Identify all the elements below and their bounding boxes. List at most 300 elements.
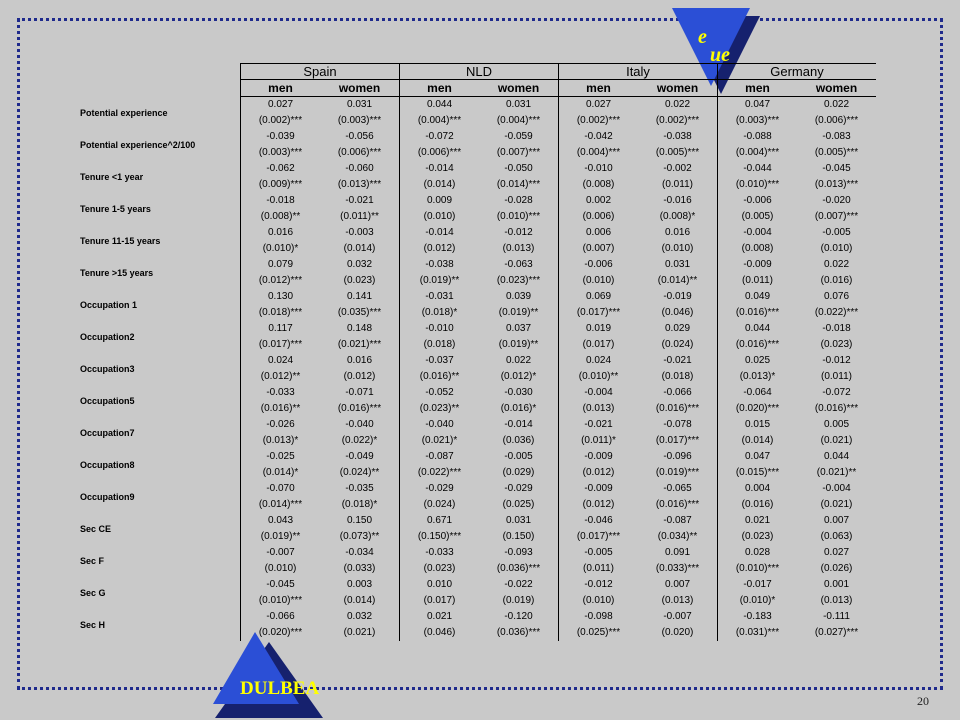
standard-error-cell: (0.036)*** — [496, 563, 541, 574]
coefficient-cell: -0.020 — [822, 195, 851, 206]
standard-error-cell: (0.004)*** — [400, 113, 480, 129]
standard-error-cell: (0.002)*** — [655, 115, 700, 126]
coefficient-cell: 0.005 — [823, 419, 850, 430]
standard-error-cell: (0.013)* — [718, 369, 798, 385]
variable-label: Sec H — [80, 620, 106, 630]
standard-error-cell: (0.023)** — [400, 401, 480, 417]
coefficient-cell: 0.016 — [241, 225, 321, 241]
standard-error-cell: (0.005)*** — [814, 147, 859, 158]
standard-error-cell: (0.013) — [502, 243, 535, 254]
standard-error-cell: (0.010)*** — [718, 177, 798, 193]
coefficient-cell: -0.064 — [718, 385, 798, 401]
coefficient-cell: -0.050 — [504, 163, 533, 174]
sex-header: men — [559, 80, 639, 97]
standard-error-cell: (0.023) — [820, 339, 853, 350]
coefficient-cell: -0.033 — [400, 545, 480, 561]
coefficient-cell: -0.017 — [718, 577, 798, 593]
coefficient-cell: -0.005 — [504, 451, 533, 462]
standard-error-cell: (0.005) — [718, 209, 798, 225]
country-header: Spain — [241, 64, 400, 80]
standard-error-cell: (0.018)*** — [241, 305, 321, 321]
standard-error-cell: (0.012)** — [241, 369, 321, 385]
logo-text — [698, 28, 730, 64]
coefficient-cell: -0.016 — [663, 195, 692, 206]
standard-error-cell: (0.013)* — [241, 433, 321, 449]
coefficient-cell: 0.007 — [823, 515, 850, 526]
standard-error-cell: (0.019)** — [241, 529, 321, 545]
coefficient-cell: -0.093 — [504, 547, 533, 558]
coefficient-cell: -0.006 — [559, 257, 639, 273]
standard-error-cell: (0.019)** — [498, 307, 539, 318]
coefficient-cell: -0.183 — [718, 609, 798, 625]
standard-error-cell: (0.008)* — [659, 211, 696, 222]
coefficient-cell: -0.035 — [345, 483, 374, 494]
standard-error-cell: (0.012) — [400, 241, 480, 257]
standard-error-cell: (0.020)*** — [718, 401, 798, 417]
coefficient-cell: -0.070 — [241, 481, 321, 497]
standard-error-cell: (0.036) — [502, 435, 535, 446]
coefficient-cell: 0.022 — [664, 99, 691, 110]
standard-error-cell: (0.007)*** — [814, 211, 859, 222]
coefficient-cell: 0.671 — [400, 513, 480, 529]
standard-error-cell: (0.016) — [820, 275, 853, 286]
coefficient-cell: -0.087 — [400, 449, 480, 465]
coefficient-cell: -0.045 — [822, 163, 851, 174]
standard-error-cell: (0.020)*** — [241, 625, 321, 641]
coefficient-cell: 0.148 — [346, 323, 373, 334]
coefficient-cell: -0.003 — [345, 227, 374, 238]
dulbea-brand: DULBEA — [240, 678, 320, 699]
coef-row — [80, 257, 876, 273]
variable-label: Occupation 1 — [80, 300, 138, 310]
standard-error-cell: (0.023) — [718, 529, 798, 545]
coefficient-cell: -0.021 — [559, 417, 639, 433]
coefficient-cell: 0.027 — [823, 547, 850, 558]
standard-error-cell: (0.003)*** — [718, 113, 798, 129]
standard-error-cell: (0.010)*** — [718, 561, 798, 577]
coefficient-cell: -0.033 — [241, 385, 321, 401]
coefficient-cell: -0.029 — [504, 483, 533, 494]
variable-label: Sec G — [80, 588, 106, 598]
sex-header: women — [638, 80, 718, 97]
standard-error-cell: (0.008)** — [241, 209, 321, 225]
coefficient-cell: -0.065 — [663, 483, 692, 494]
coefficient-cell: -0.039 — [241, 129, 321, 145]
standard-error-cell: (0.034)** — [657, 531, 698, 542]
coefficient-cell: -0.005 — [559, 545, 639, 561]
standard-error-cell: (0.024) — [661, 339, 694, 350]
variable-label: Tenure 1-5 years — [80, 204, 151, 214]
coefficient-cell: -0.072 — [822, 387, 851, 398]
sex-header: men — [241, 80, 321, 97]
coefficient-cell: -0.038 — [663, 131, 692, 142]
coefficient-cell: 0.031 — [664, 259, 691, 270]
coefficient-cell: -0.071 — [345, 387, 374, 398]
standard-error-cell: (0.150) — [502, 531, 535, 542]
standard-error-cell: (0.010)** — [559, 369, 639, 385]
standard-error-cell: (0.013)*** — [814, 179, 859, 190]
standard-error-cell: (0.019) — [502, 595, 535, 606]
coefficient-cell: -0.009 — [559, 481, 639, 497]
coef-row — [80, 289, 876, 305]
standard-error-cell: (0.022)* — [341, 435, 378, 446]
standard-error-cell: (0.014) — [343, 243, 376, 254]
coefficient-cell: 0.076 — [823, 291, 850, 302]
variable-label: Occupation9 — [80, 492, 135, 502]
standard-error-cell: (0.010)*** — [241, 593, 321, 609]
country-header-row — [80, 64, 876, 80]
coefficient-cell: 0.002 — [559, 193, 639, 209]
standard-error-cell: (0.016)* — [500, 403, 537, 414]
standard-error-cell: (0.014)** — [657, 275, 698, 286]
standard-error-cell: (0.013)*** — [337, 179, 382, 190]
standard-error-cell: (0.014) — [718, 433, 798, 449]
standard-error-cell: (0.019)** — [498, 339, 539, 350]
standard-error-cell: (0.046) — [661, 307, 694, 318]
variable-label: Tenure 11-15 years — [80, 236, 161, 246]
coefficient-cell: -0.004 — [718, 225, 798, 241]
standard-error-cell: (0.016)** — [400, 369, 480, 385]
standard-error-cell: (0.024)** — [339, 467, 380, 478]
variable-label: Tenure >15 years — [80, 268, 154, 278]
coefficient-cell: 0.025 — [718, 353, 798, 369]
coefficient-cell: 0.024 — [241, 353, 321, 369]
standard-error-cell: (0.031)*** — [718, 625, 798, 641]
coefficient-cell: -0.042 — [559, 129, 639, 145]
standard-error-cell: (0.011) — [718, 273, 798, 289]
standard-error-cell: (0.003)*** — [241, 145, 321, 161]
coef-row — [80, 577, 876, 593]
standard-error-cell: (0.017)*** — [559, 305, 639, 321]
coefficient-cell: -0.060 — [345, 163, 374, 174]
coefficient-cell: 0.024 — [559, 353, 639, 369]
coefficient-cell: 0.150 — [346, 515, 373, 526]
coefficient-cell: 0.015 — [718, 417, 798, 433]
standard-error-cell: (0.002)*** — [241, 113, 321, 129]
standard-error-cell: (0.012) — [559, 465, 639, 481]
coefficient-cell: 0.130 — [241, 289, 321, 305]
coefficient-cell: -0.012 — [822, 355, 851, 366]
standard-error-cell: (0.019)** — [400, 273, 480, 289]
coefficient-cell: -0.088 — [718, 129, 798, 145]
standard-error-cell: (0.004)*** — [718, 145, 798, 161]
coefficient-cell: -0.009 — [559, 449, 639, 465]
coefficient-cell: 0.043 — [241, 513, 321, 529]
standard-error-cell: (0.036)*** — [496, 627, 541, 638]
coefficient-cell: -0.120 — [504, 611, 533, 622]
standard-error-cell: (0.021) — [820, 499, 853, 510]
standard-error-cell: (0.022)*** — [814, 307, 859, 318]
sex-header: women — [797, 80, 876, 97]
coef-row — [80, 545, 876, 561]
coefficient-cell: -0.062 — [241, 161, 321, 177]
coefficient-cell: 0.004 — [718, 481, 798, 497]
standard-error-cell: (0.004)*** — [559, 145, 639, 161]
variable-label: Potential experience^2/100 — [80, 140, 196, 150]
standard-error-cell: (0.021)*** — [337, 339, 382, 350]
coefficient-cell: 0.001 — [823, 579, 850, 590]
coefficient-cell: -0.009 — [718, 257, 798, 273]
coefficient-cell: -0.019 — [663, 291, 692, 302]
standard-error-cell: (0.021) — [343, 627, 376, 638]
variable-label: Potential experience — [80, 107, 168, 118]
standard-error-cell: (0.015)*** — [718, 465, 798, 481]
standard-error-cell: (0.026) — [820, 563, 853, 574]
coefficient-cell: 0.016 — [346, 355, 373, 366]
standard-error-cell: (0.019)*** — [655, 467, 700, 478]
standard-error-cell: (0.004)*** — [496, 115, 541, 126]
coefficient-cell: 0.049 — [718, 289, 798, 305]
logo-letter-3: e — [721, 44, 731, 66]
standard-error-cell: (0.023) — [400, 561, 480, 577]
coefficient-cell: -0.056 — [345, 131, 374, 142]
standard-error-cell: (0.012)*** — [241, 273, 321, 289]
standard-error-cell: (0.016)*** — [718, 337, 798, 353]
coefficient-cell: 0.028 — [718, 545, 798, 561]
standard-error-cell: (0.013) — [820, 595, 853, 606]
standard-error-cell: (0.010) — [400, 209, 480, 225]
coefficient-cell: -0.083 — [822, 131, 851, 142]
logo-letter-2: u — [710, 44, 722, 66]
sex-header: women — [479, 80, 559, 97]
coefficient-cell: -0.052 — [400, 385, 480, 401]
coef-row — [80, 481, 876, 497]
coefficient-cell: 0.019 — [559, 321, 639, 337]
coefficient-cell: -0.014 — [400, 161, 480, 177]
coefficient-cell: 0.032 — [346, 611, 373, 622]
coefficient-cell: 0.016 — [664, 227, 691, 238]
coefficient-cell: -0.040 — [400, 417, 480, 433]
variable-label: Occupation2 — [80, 332, 135, 342]
coefficient-cell: -0.059 — [504, 131, 533, 142]
standard-error-cell: (0.011)** — [340, 211, 379, 222]
standard-error-cell: (0.013) — [661, 595, 694, 606]
standard-error-cell: (0.011) — [559, 561, 639, 577]
coefficient-cell: -0.025 — [241, 449, 321, 465]
standard-error-cell: (0.025) — [502, 499, 535, 510]
coefficient-cell: -0.007 — [241, 545, 321, 561]
standard-error-cell: (0.029) — [502, 467, 535, 478]
coefficient-cell: 0.003 — [346, 579, 373, 590]
variable-label: Sec F — [80, 556, 105, 566]
sex-header: men — [400, 80, 480, 97]
coefficient-cell: 0.031 — [505, 515, 532, 526]
variable-label: Sec CE — [80, 524, 112, 534]
standard-error-cell: (0.018) — [661, 371, 694, 382]
standard-error-cell: (0.016)** — [241, 401, 321, 417]
country-header: Germany — [718, 64, 877, 80]
standard-error-cell: (0.017) — [400, 593, 480, 609]
coef-row — [80, 449, 876, 465]
standard-error-cell: (0.016) — [718, 497, 798, 513]
coefficient-cell: -0.037 — [400, 353, 480, 369]
coefficient-cell: -0.063 — [504, 259, 533, 270]
standard-error-cell: (0.021) — [820, 435, 853, 446]
coefficient-cell: -0.066 — [241, 609, 321, 625]
coefficient-cell: -0.005 — [822, 227, 851, 238]
standard-error-cell: (0.150)*** — [400, 529, 480, 545]
standard-error-cell: (0.010) — [559, 273, 639, 289]
coefficient-cell: -0.046 — [559, 513, 639, 529]
sex-header: men — [718, 80, 798, 97]
standard-error-cell: (0.009)*** — [241, 177, 321, 193]
standard-error-cell: (0.035)*** — [337, 307, 382, 318]
coefficient-cell: 0.039 — [505, 291, 532, 302]
coefficient-cell: 0.027 — [559, 97, 639, 114]
standard-error-cell: (0.024) — [400, 497, 480, 513]
coef-row — [80, 225, 876, 241]
country-header: Italy — [559, 64, 718, 80]
coefficient-cell: -0.022 — [504, 579, 533, 590]
coef-row — [80, 97, 876, 114]
standard-error-cell: (0.016)*** — [655, 499, 700, 510]
standard-error-cell: (0.014)* — [241, 465, 321, 481]
coefficient-cell: -0.049 — [345, 451, 374, 462]
coefficient-cell: -0.014 — [400, 225, 480, 241]
coefficient-cell: -0.010 — [400, 321, 480, 337]
coef-row — [80, 193, 876, 209]
standard-error-cell: (0.006) — [559, 209, 639, 225]
variable-label: Occupation3 — [80, 364, 135, 374]
standard-error-cell: (0.006)*** — [400, 145, 480, 161]
coefficient-cell: 0.044 — [823, 451, 850, 462]
coefficient-cell: -0.021 — [663, 355, 692, 366]
coefficient-cell: 0.047 — [718, 449, 798, 465]
standard-error-cell: (0.011)* — [559, 433, 639, 449]
coefficient-cell: -0.018 — [822, 323, 851, 334]
standard-error-cell: (0.011) — [662, 179, 693, 190]
coefficient-cell: 0.037 — [505, 323, 532, 334]
country-header: NLD — [400, 64, 559, 80]
coefficient-cell: 0.044 — [400, 97, 480, 114]
coefficient-cell: -0.028 — [504, 195, 533, 206]
coefficient-cell: -0.038 — [400, 257, 480, 273]
standard-error-cell: (0.010)*** — [496, 211, 541, 222]
standard-error-cell: (0.063) — [820, 531, 853, 542]
standard-error-cell: (0.010)* — [241, 241, 321, 257]
standard-error-cell: (0.013) — [559, 401, 639, 417]
coefficient-cell: 0.021 — [718, 513, 798, 529]
coef-row — [80, 321, 876, 337]
coefficient-cell: -0.031 — [400, 289, 480, 305]
coefficient-cell: -0.096 — [663, 451, 692, 462]
standard-error-cell: (0.012) — [559, 497, 639, 513]
coefficient-cell: 0.006 — [559, 225, 639, 241]
coefficient-cell: -0.004 — [559, 385, 639, 401]
standard-error-cell: (0.017)*** — [559, 529, 639, 545]
standard-error-cell: (0.017)*** — [655, 435, 700, 446]
standard-error-cell: (0.022)*** — [400, 465, 480, 481]
coefficient-cell: 0.031 — [505, 99, 532, 110]
standard-error-cell: (0.007)*** — [496, 147, 541, 158]
variable-label: Occupation8 — [80, 460, 135, 470]
coefficient-cell: 0.021 — [400, 609, 480, 625]
standard-error-cell: (0.012)* — [500, 371, 537, 382]
coef-row — [80, 129, 876, 145]
coef-row — [80, 417, 876, 433]
coefficient-cell: 0.022 — [823, 259, 850, 270]
coefficient-cell: -0.014 — [504, 419, 533, 430]
standard-error-cell: (0.010) — [241, 561, 321, 577]
standard-error-cell: (0.014) — [343, 595, 376, 606]
coefficient-cell: -0.006 — [718, 193, 798, 209]
standard-error-cell: (0.006)*** — [814, 115, 859, 126]
coefficient-cell: -0.026 — [241, 417, 321, 433]
coefficient-cell: -0.078 — [663, 419, 692, 430]
table-body — [80, 97, 876, 642]
coef-row — [80, 609, 876, 625]
coefficient-cell: 0.032 — [346, 259, 373, 270]
standard-error-cell: (0.016)*** — [655, 403, 700, 414]
coefficient-cell: 0.027 — [241, 97, 321, 114]
coefficient-cell: -0.010 — [559, 161, 639, 177]
page-number: 20 — [917, 694, 929, 708]
standard-error-cell: (0.018)* — [400, 305, 480, 321]
coefficient-cell: 0.091 — [664, 547, 691, 558]
sex-header-row — [80, 80, 876, 97]
coef-row — [80, 353, 876, 369]
standard-error-cell: (0.033)*** — [655, 563, 700, 574]
coefficient-cell: -0.002 — [663, 163, 692, 174]
coefficient-cell: -0.034 — [345, 547, 374, 558]
coefficient-cell: 0.009 — [400, 193, 480, 209]
standard-error-cell: (0.023) — [343, 275, 376, 286]
standard-error-cell: (0.023)*** — [496, 275, 541, 286]
variable-label: Tenure <1 year — [80, 172, 144, 182]
coefficient-cell: 0.047 — [718, 97, 798, 114]
standard-error-cell: (0.014)*** — [241, 497, 321, 513]
standard-error-cell: (0.025)*** — [559, 625, 639, 641]
standard-error-cell: (0.010)* — [718, 593, 798, 609]
standard-error-cell: (0.021)* — [400, 433, 480, 449]
standard-error-cell: (0.014) — [400, 177, 480, 193]
variable-label: Occupation7 — [80, 428, 135, 438]
logo-letter-1: e — [698, 26, 707, 48]
coefficient-cell: 0.031 — [346, 99, 373, 110]
coefficient-cell: 0.022 — [505, 355, 532, 366]
standard-error-cell: (0.012) — [343, 371, 376, 382]
coefficient-cell: -0.007 — [663, 611, 692, 622]
dulbea-logo — [213, 632, 323, 718]
standard-error-cell: (0.073)** — [339, 531, 380, 542]
standard-error-cell: (0.008) — [718, 241, 798, 257]
standard-error-cell: (0.007) — [559, 241, 639, 257]
standard-error-cell: (0.011) — [821, 371, 852, 382]
sex-header: women — [320, 80, 400, 97]
standard-error-cell: (0.008) — [559, 177, 639, 193]
standard-error-cell: (0.016)*** — [718, 305, 798, 321]
coefficient-cell: -0.045 — [241, 577, 321, 593]
standard-error-cell: (0.033) — [343, 563, 376, 574]
standard-error-cell: (0.018) — [400, 337, 480, 353]
standard-error-cell: (0.002)*** — [559, 113, 639, 129]
coefficient-cell: -0.066 — [663, 387, 692, 398]
standard-error-cell: (0.010) — [820, 243, 853, 254]
standard-error-cell: (0.020) — [661, 627, 694, 638]
coefficient-cell: -0.040 — [345, 419, 374, 430]
standard-error-cell: (0.017) — [559, 337, 639, 353]
regression-table — [80, 63, 876, 641]
standard-error-cell: (0.018)* — [341, 499, 378, 510]
coefficient-cell: 0.007 — [664, 579, 691, 590]
coefficient-cell: -0.018 — [241, 193, 321, 209]
standard-error-cell: (0.010) — [559, 593, 639, 609]
coef-row — [80, 385, 876, 401]
standard-error-cell: (0.016)*** — [337, 403, 382, 414]
coefficient-cell: 0.141 — [346, 291, 373, 302]
coefficient-cell: -0.012 — [559, 577, 639, 593]
standard-error-cell: (0.010) — [661, 243, 694, 254]
